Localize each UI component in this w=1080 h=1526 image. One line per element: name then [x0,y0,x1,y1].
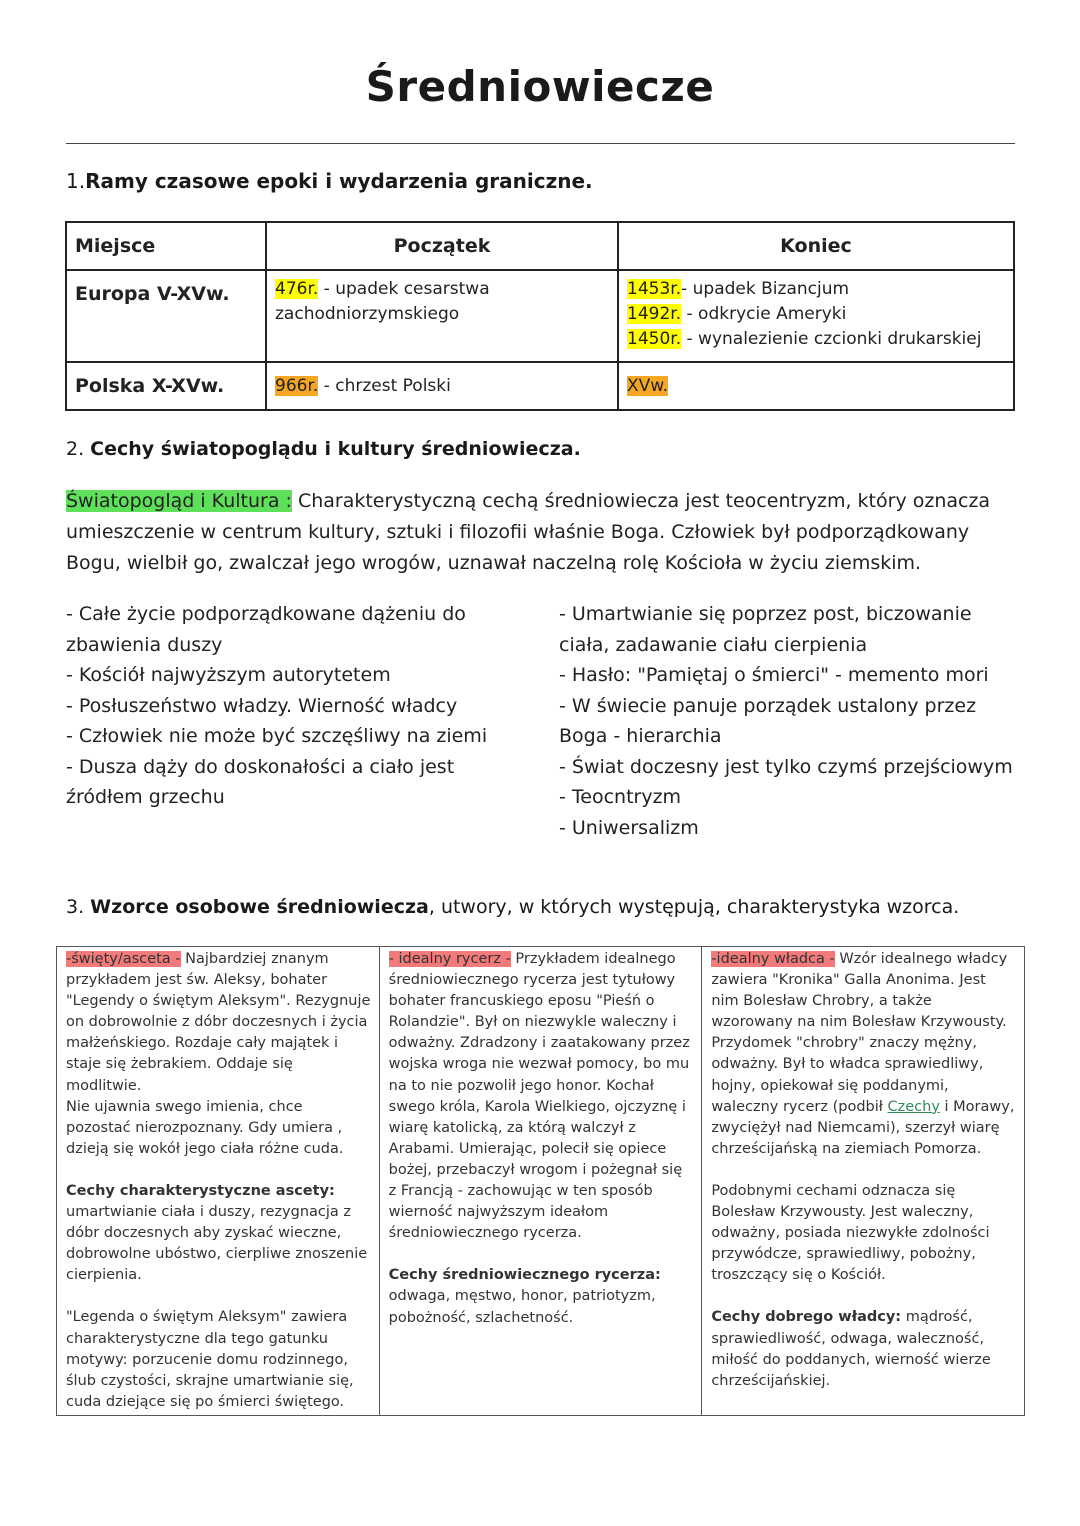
date-highlight: 476r. [275,279,319,299]
saint-traits: umartwianie ciała i duszy, rezygnacja z dóbr doczesnych aby zyskać wieczne, dobrowolne ubóstwo, cierpliwe znoszenie cierpienia. [66,1204,368,1284]
knight-column [379,947,702,1416]
end-europe [618,270,1014,362]
date-highlight: XVw. [627,375,669,396]
list-item: - Teocntryzm [559,786,682,808]
section2-title: Cechy światopoglądu i kultury średniowiecza. [90,438,581,460]
list-item: - W świecie panuje porządek ustalony przez Boga - hierarchia [559,694,977,747]
left-traits-list [66,599,516,813]
section2-heading [66,438,581,460]
right-traits-list [559,599,1014,843]
list-item: - Człowiek nie może być szczęśliwy na ziemi [66,725,488,747]
role-models-table [56,946,1025,1416]
section2-number: 2. [66,438,91,460]
knight-traits-label: Cechy średniowiecznego rycerza: [388,1267,661,1284]
list-item: - Hasło: "Pamiętaj o śmierci" - memento mori [559,664,989,686]
header-start: Początek [266,222,618,270]
event-text: - upadek Bizancjum [681,279,850,299]
header-end: Koniec [618,222,1014,270]
ruler-description: Wzór idealnego władcy zawiera "Kronika" Galla Anonima. Jest nim Bolesław Chrobry, a także wzorowany na nim Bolesław Krzywousty. Przydomek "chrobry" znaczy mężny, odważny. Był to władca sprawiedliwy, hojny, opiekował się poddanymi, waleczny rycerz (podbił [711,951,1008,1115]
table-header-row [66,222,1014,270]
ruler-traits: mądrość, sprawiedliwość, odwaga, waleczność, miłość do poddanych, wierność wierze chrześcijańskiej. [711,1309,991,1389]
saint-anonymity: Nie ujawnia swego imienia, chce pozostać nierozpoznany. Gdy umiera , dzieją się wokół jego ciała różne cuda. [66,1098,344,1157]
saint-traits-label: Cechy charakterystyczne ascety: [66,1182,335,1199]
worldview-paragraph [66,486,996,579]
date-highlight: 1450r. [627,329,682,349]
czechy-link[interactable]: Czechy [887,1098,940,1115]
list-item: - Umartwianie się poprzez post, biczowanie ciała, zadawanie ciału cierpienia [559,603,972,656]
ruler-krzywousty: Podobnymi cechami odznacza się Bolesław Krzywousty. Jest waleczny, odważny, posiada niezwykłe zdolności przywódcze, sprawiedliwy, pobożny, troszczący się o Kościół. [711,1182,990,1284]
table-row [57,947,1025,1416]
event-text: - chrzest Polski [318,375,451,396]
ruler-label: -idealny władca - [711,951,835,967]
end-poland [618,362,1014,410]
page-title: Średniowiecze [365,62,715,111]
knight-label: - idealny rycerz - [388,951,511,967]
list-item: - Kościół najwyższym autorytetem [66,664,391,686]
date-highlight: 1453r. [627,279,682,299]
table-row [66,270,1014,362]
list-item: - Całe życie podporządkowane dążeniu do zbawienia duszy [66,603,466,656]
table-row [66,362,1014,410]
ruler-description-cont: i Morawy, zwyciężył nad Niemcami), szerzył wiarę chrześcijańską na ziemiach Pomorza. [711,1098,1015,1157]
section1-title: Ramy czasowe epoki i wydarzenia graniczne. [85,169,593,193]
list-item: - Posłuszeństwo władzy. Wierność władcy [66,694,458,717]
place-poland: Polska X-XVw. [66,362,266,410]
event-text: - odkrycie Ameryki [681,304,847,324]
section1-heading [66,169,593,193]
section3-title: Wzorce osobowe średniowiecza [90,896,429,918]
event-text: - upadek cesarstwa zachodniorzymskiego [275,279,490,324]
list-item: - Świat doczesny jest tylko czymś przejściowym [559,755,1013,778]
header-place: Miejsce [66,222,266,270]
knight-description: Przykładem idealnego średniowiecznego rycerza jest tytułowy bohater francuskiego eposu "Pieśń o Rolandzie". Był on niezwykle waleczny i odważny. Zdradzony i zaatakowany przez wojska wroga nie wezwał pomocy, bo mu na to nie pozwolił jego honor. Kochał swego króla, Karola Wielkiego, ojczyznę i wiarę katolicką, za którą walczył z Arabami. Umierając, polecił się opiece bożej, przebaczył wrogom i pożegnał się z Francją - zachowując w ten sposób wierność najwyższym ideałom średniowiecznego rycerza. [388,951,690,1242]
section1-number: 1. [66,169,86,193]
section3-heading [66,896,959,918]
ruler-traits-label: Cechy dobrego władcy: [711,1309,902,1326]
saint-legend-motifs: "Legenda o świętym Aleksym" zawiera charakterystyczne dla tego gatunku motywy: porzucenie domu rodzinnego, ślub czystości, skrajne umartwianie się, cuda dziejące się po śmierci świętego. [66,1309,354,1410]
timeline-table [65,221,1015,411]
section3-number: 3. [66,896,91,918]
date-highlight: 966r. [275,375,319,396]
list-item: - Dusza dąży do doskonałości a ciało jest źródłem grzechu [66,755,455,808]
saint-label: -święty/asceta - [66,951,181,967]
list-item: - Uniwersalizm [559,816,699,839]
title-divider [66,143,1015,144]
saint-column [57,947,380,1416]
place-europe: Europa V-XVw. [66,270,266,362]
start-europe [266,270,618,362]
saint-description: Najbardziej znanym przykładem jest św. Aleksy, bohater "Legendy o świętym Aleksym". Rezygnuje on dobrowolnie z dóbr doczesnych i życia małżeńskiego. Rozdaje cały majątek i staje się żebrakiem. Oddaje się modlitwie. [66,951,371,1094]
intro-label: Światopogląd i Kultura : [66,490,292,512]
knight-traits: odwaga, męstwo, honor, patriotyzm, pobożność, szlachetność. [388,1288,656,1326]
intro-text: Charakterystyczną cechą średniowiecza jest teocentryzm, który oznacza umieszczenie w centrum kultury, sztuki i filozofii właśnie Boga. Człowiek był podporządkowany Bogu, wielbił go, zwalczał jego wrogów, uznawał naczelną rolę Kościoła w życiu ziemskim. [66,490,991,574]
event-text: - wynalezienie czcionki drukarskiej [681,329,982,349]
section3-subtitle: , utwory, w których występują, charakterystyka wzorca. [428,896,960,918]
date-highlight: 1492r. [627,304,682,324]
start-poland [266,362,618,410]
ruler-column [702,947,1025,1416]
